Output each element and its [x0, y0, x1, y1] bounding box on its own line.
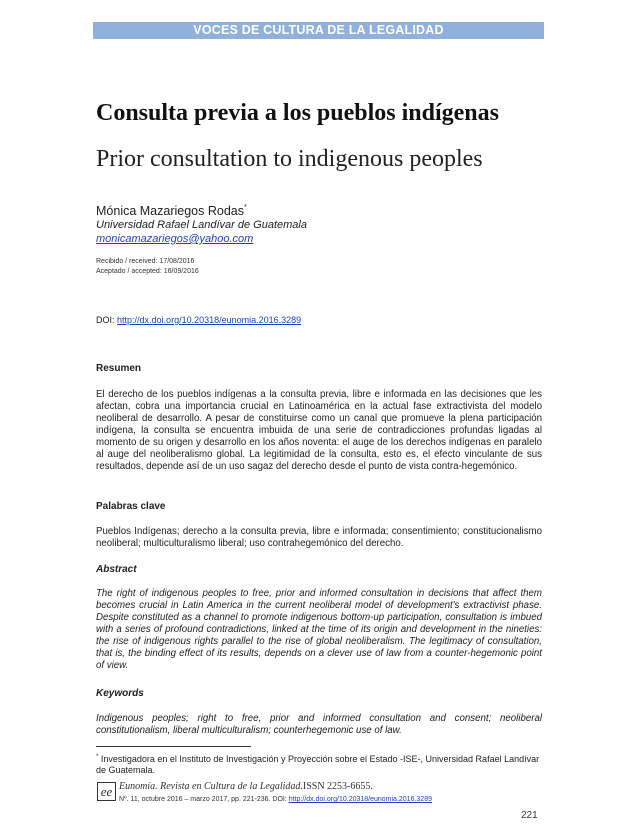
- svg-text:ee: ee: [100, 784, 113, 799]
- journal-logo-icon: [97, 782, 116, 801]
- palabras-clave-heading: Palabras clave: [96, 501, 166, 512]
- issue-line: [119, 796, 432, 803]
- received-date: Recibido / received: 17/08/2016: [96, 258, 195, 265]
- page-number: 221: [521, 810, 538, 821]
- author-name: [96, 204, 247, 218]
- journal-issn: ISSN 2253-6655.: [302, 781, 373, 792]
- accepted-date: Aceptado / accepted: 16/09/2016: [96, 268, 199, 275]
- footnote-mark: *: [96, 754, 99, 760]
- doi-label: DOI:: [96, 315, 115, 325]
- footnote-rule: [96, 746, 251, 747]
- abstract-heading: Abstract: [96, 564, 137, 575]
- footer-doi-link[interactable]: http://dx.doi.org/10.20318/eunomia.2016.3289: [288, 796, 432, 803]
- article-title-en: Prior consultation to indigenous peoples: [96, 146, 483, 172]
- resumen-heading: Resumen: [96, 363, 142, 374]
- doi-link[interactable]: http://dx.doi.org/10.20318/eunomia.2016.3289: [117, 315, 302, 325]
- keywords-heading: Keywords: [96, 688, 144, 699]
- palabras-clave-text: Pueblos Indígenas; derecho a la consulta previa, libre e informada; consentimiento; constitucionalismo neoliberal; multiculturalismo liberal; uso contrahegemónico del derecho.: [96, 526, 542, 549]
- section-banner: VOCES DE CULTURA DE LA LEGALIDAD: [93, 22, 544, 39]
- journal-line: [119, 781, 373, 792]
- journal-name: Eunomía. Revista en Cultura de la Legalidad.: [119, 781, 303, 792]
- abstract-text: The right of indigenous peoples to free, prior and informed consultation in decisions that affect them becomes crucial in Latin America in the current neoliberal model of development's extractivist phase. Despite constituted as a channel to promote indigenous bottom-up participation, consultation is imbued with a series of profound contradictions, linked at the time of its origin and development in the nineties: the rise of indigenous rights parallel to the rise of global neoliberalism. The legitimacy of consultation, that is, the binding effect of its results, depends on a clever use of law from a counter-hegemonic point of view.: [96, 588, 542, 671]
- author-affiliation: Universidad Rafael Landívar de Guatemala: [96, 219, 307, 231]
- author-footnote-mark: *: [244, 204, 247, 211]
- author-email-link[interactable]: monicamazariegos@yahoo.com: [96, 233, 254, 245]
- article-title-es: Consulta previa a los pueblos indígenas: [96, 100, 499, 126]
- dates-block: [96, 257, 199, 277]
- keywords-text: Indigenous peoples; right to free, prior and informed consultation and consent; neoliberal constitutionalism, liberal multiculturalism; counterhegemonic use of law.: [96, 713, 542, 736]
- footnote: [96, 752, 542, 776]
- resumen-text: El derecho de los pueblos indígenas a la consulta previa, libre e informada en las decisiones que les afectan, cobra una importancia crucial en Latinoamérica en la actual fase extractivista del modelo neoliberal de desarrollo. A pesar de constituirse como un canal que promueve la plena participación indígena, la consulta se encuentra imbuida de una serie de contradicciones profundas ligadas al momento de su origen y desarrollo en los años noventa: el auge de los derechos indígenas en paralelo al auge del neoliberalismo global. La legitimidad de la consulta, esto es, el efecto vinculante de sus resultados, depende así de un uso sagaz del derecho desde el punto de vista contra-hegemónico.: [96, 389, 542, 472]
- footnote-text: Investigadora en el Instituto de Investigación y Proyección sobre el Estado -ISE-, Universidad Rafael Landívar de Guatemala.: [96, 754, 540, 775]
- issue-info: Nº. 11, octubre 2016 – marzo 2017, pp. 221-236. DOI:: [119, 796, 287, 803]
- author-name-text: Mónica Mazariegos Rodas: [96, 204, 244, 218]
- doi-line: [96, 315, 301, 325]
